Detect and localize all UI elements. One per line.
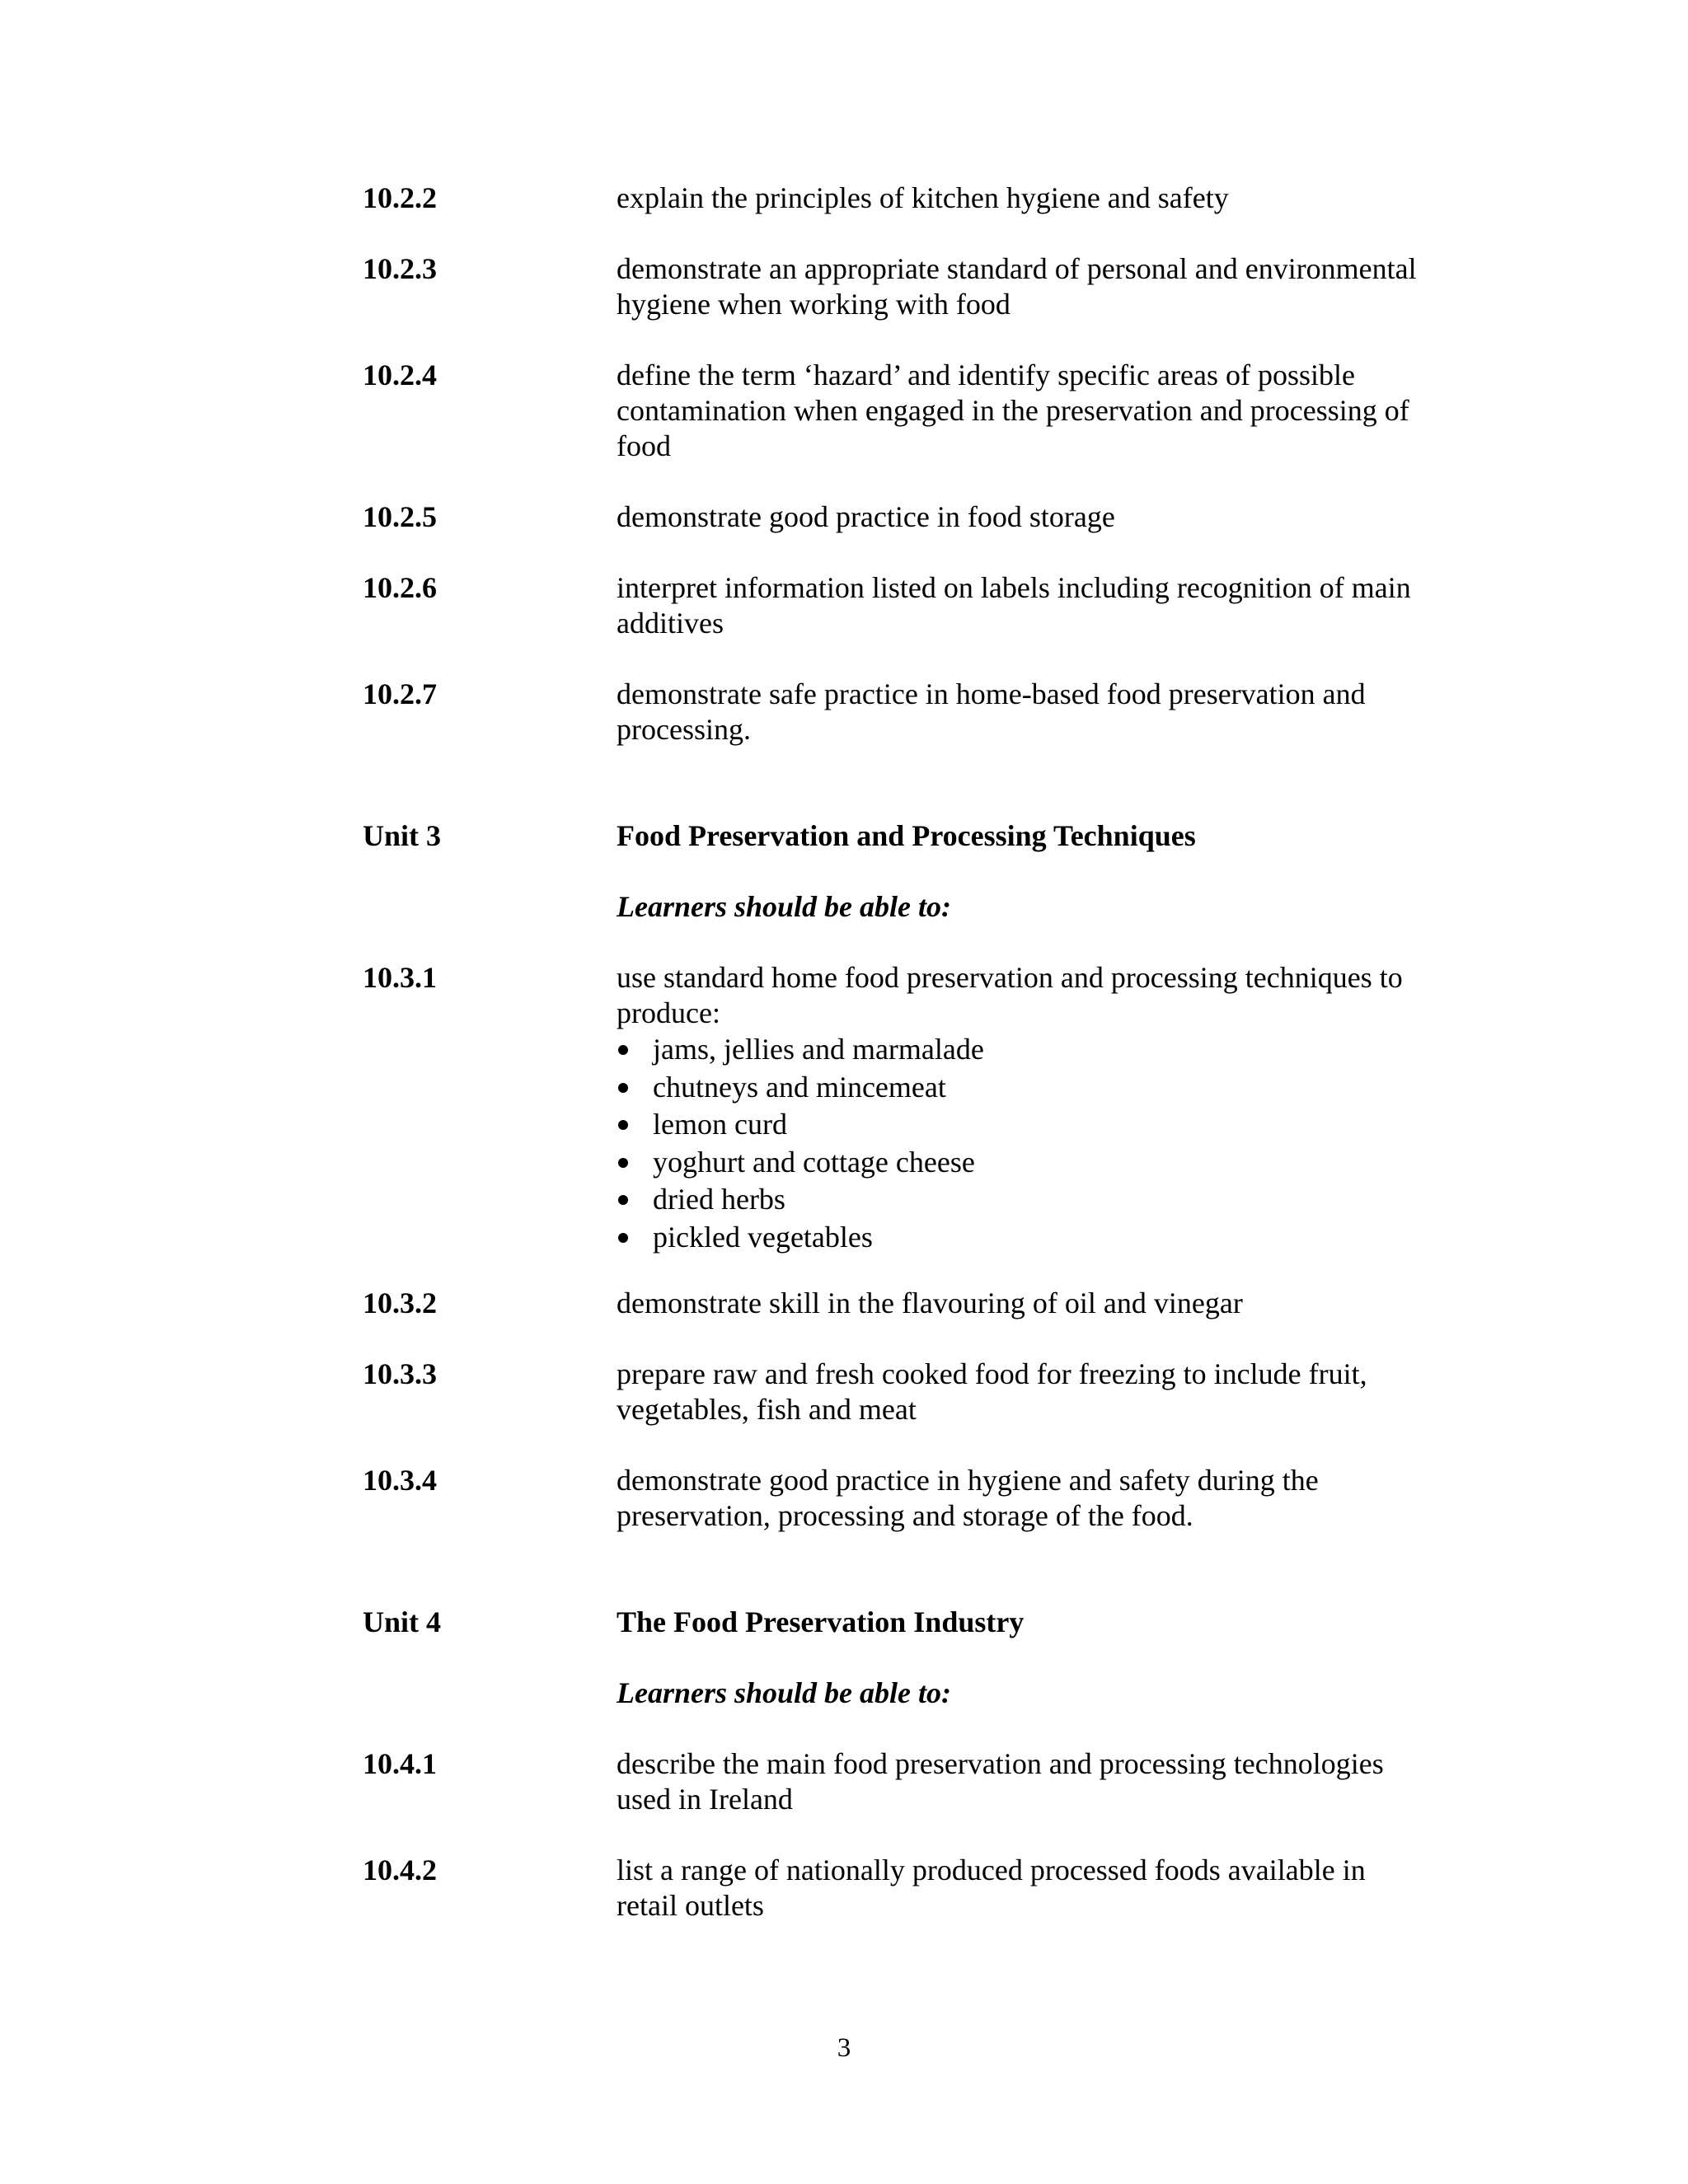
- bullet-item: pickled vegetables: [617, 1219, 1424, 1257]
- outcome-text: describe the main food preservation and processing technologies used in Ireland: [617, 1747, 1384, 1816]
- bullet-item: jams, jellies and marmalade: [617, 1031, 1424, 1069]
- outcome-code: 10.2.2: [363, 181, 437, 214]
- outcome-text: use standard home food preservation and processing techniques to produce:: [617, 961, 1403, 1029]
- outcome-text: demonstrate an appropriate standard of personal and environmental hygiene when working with food: [617, 252, 1417, 321]
- unit-label: Unit 4: [363, 1605, 442, 1638]
- unit-title: Food Preservation and Processing Techniques: [617, 819, 1196, 852]
- outcome-body: [617, 960, 1424, 1256]
- outcome-text: demonstrate skill in the flavouring of oil and vinegar: [617, 1286, 1243, 1319]
- outcome-code: 10.4.2: [363, 1854, 437, 1886]
- outcome-text: prepare raw and fresh cooked food for freezing to include fruit, vegetables, fish and meat: [617, 1357, 1367, 1426]
- learners-intro: Learners should be able to:: [617, 890, 952, 923]
- bullet-list: [617, 1031, 1424, 1256]
- learners-intro: Learners should be able to:: [617, 1676, 952, 1709]
- bullet-item: chutneys and mincemeat: [617, 1069, 1424, 1107]
- bullet-item: yoghurt and cottage cheese: [617, 1144, 1424, 1182]
- outcome-code: 10.3.2: [363, 1286, 437, 1319]
- outcome-code: 10.3.1: [363, 961, 437, 994]
- outcome-code: 10.2.7: [363, 677, 437, 710]
- outcome-text: list a range of nationally produced processed foods available in retail outlets: [617, 1854, 1366, 1922]
- outcome-text: explain the principles of kitchen hygiene and safety: [617, 181, 1229, 214]
- outcome-text: define the term ‘hazard’ and identify specific areas of possible contamination when engaged in the preservation and processing of food: [617, 359, 1409, 462]
- outcome-text: demonstrate good practice in hygiene and safety during the preservation, processing and storage of the food.: [617, 1464, 1319, 1532]
- bullet-item: dried herbs: [617, 1181, 1424, 1219]
- outcome-code: 10.2.6: [363, 571, 437, 604]
- outcome-code: 10.2.3: [363, 252, 437, 285]
- outcome-code: 10.2.5: [363, 500, 437, 533]
- outcome-text: demonstrate safe practice in home-based food preservation and processing.: [617, 677, 1366, 746]
- unit-title: The Food Preservation Industry: [617, 1605, 1025, 1638]
- unit-label: Unit 3: [363, 819, 442, 852]
- outcome-code: 10.3.4: [363, 1464, 437, 1497]
- outcome-code: 10.4.1: [363, 1747, 437, 1780]
- outcome-code: 10.3.3: [363, 1357, 437, 1390]
- outcome-code: 10.2.4: [363, 359, 437, 391]
- page-number: 3: [837, 2033, 851, 2063]
- outcome-text: demonstrate good practice in food storage: [617, 500, 1115, 533]
- bullet-item: lemon curd: [617, 1106, 1424, 1144]
- outcome-text: interpret information listed on labels including recognition of main additives: [617, 571, 1411, 640]
